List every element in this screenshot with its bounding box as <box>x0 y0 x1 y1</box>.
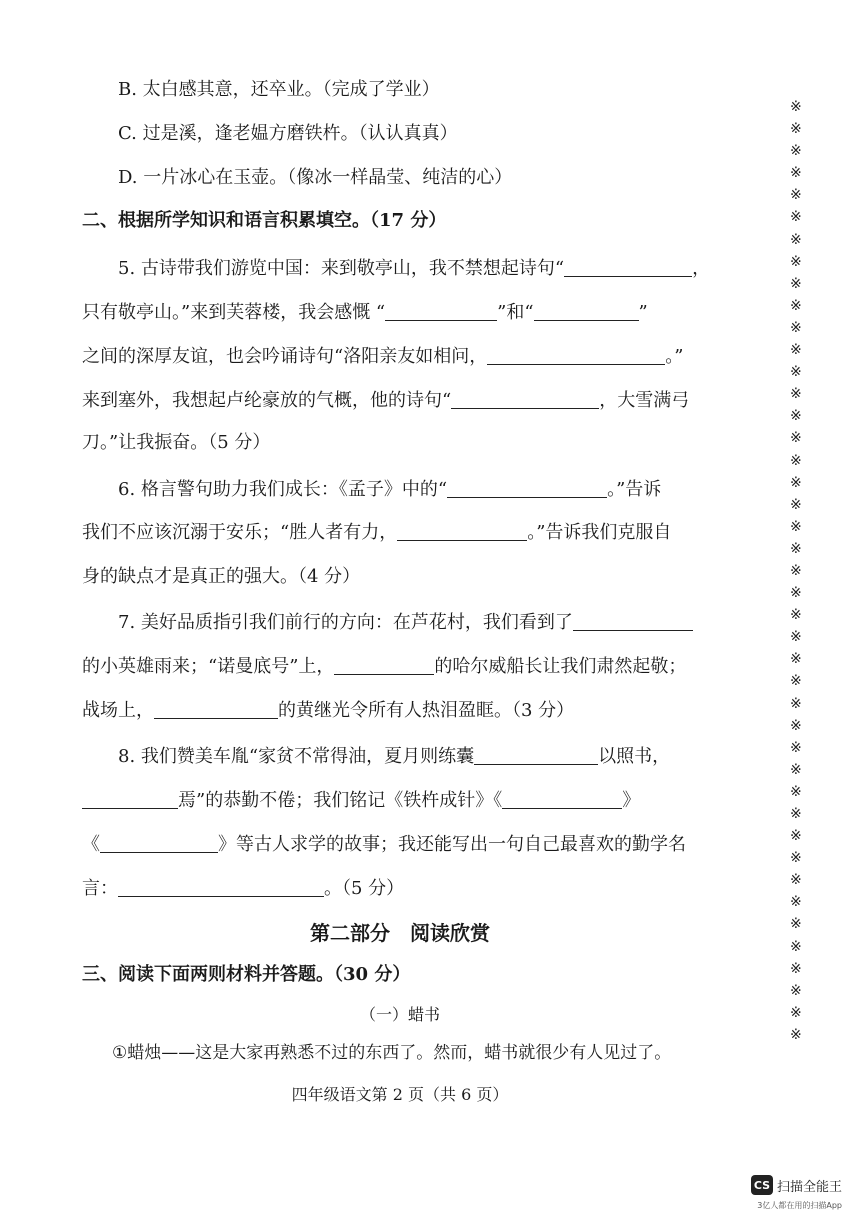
margin-mark: ※ <box>790 651 802 668</box>
margin-mark: ※ <box>790 894 802 911</box>
section-3-title: 三、阅读下面两则材料并答题。（30 分） <box>82 964 411 985</box>
q5-line-3: 之间的深厚友谊，也会吟诵诗句“洛阳亲友如相问， 。” <box>82 346 684 367</box>
margin-mark: ※ <box>790 1004 802 1021</box>
margin-mark: ※ <box>790 386 802 403</box>
answer-blank[interactable] <box>334 656 434 675</box>
answer-blank[interactable] <box>118 878 324 897</box>
margin-mark: ※ <box>790 187 802 204</box>
margin-mark: ※ <box>790 806 802 822</box>
q8-line-1: 8. 我们赞美车胤“家贫不常得油，夏月则练囊 以照书， <box>118 746 671 767</box>
answer-blank[interactable] <box>100 834 218 853</box>
margin-mark: ※ <box>790 916 802 933</box>
q6-line-3: 身的缺点才是真正的强大。（4 分） <box>82 566 361 587</box>
margin-mark: ※ <box>790 143 802 160</box>
margin-mark: ※ <box>790 850 802 867</box>
answer-blank[interactable] <box>564 258 692 277</box>
margin-mark: ※ <box>790 518 802 535</box>
answer-blank[interactable] <box>397 522 527 541</box>
margin-mark: ※ <box>790 982 802 999</box>
scanner-app-name: 扫描全能王 <box>776 1179 842 1195</box>
margin-mark: ※ <box>790 761 802 778</box>
margin-mark: ※ <box>790 828 802 845</box>
q7-line-1: 7. 美好品质指引我们前行的方向：在芦花村，我们看到了 <box>118 610 693 636</box>
margin-mark: ※ <box>790 253 802 270</box>
page-footer: 四年级语文第 2 页（共 6 页） <box>291 1085 509 1104</box>
answer-blank[interactable] <box>82 790 178 809</box>
q8-line-4: 言： 。（5 分） <box>82 878 405 899</box>
option-d: D. 一片冰心在玉壶。（像冰一样晶莹、纯洁的心） <box>118 167 513 188</box>
part-2-title: 第二部分 阅读欣赏 <box>310 921 490 945</box>
margin-mark: ※ <box>790 275 802 292</box>
margin-mark: ※ <box>790 739 802 756</box>
option-c: C. 过是溪，逢老媪方磨铁杵。（认认真真） <box>118 123 458 144</box>
q8-line-2: 焉”的恭勤不倦；我们铭记《铁杵成针》《 》 <box>82 788 640 814</box>
margin-mark: ※ <box>790 165 802 182</box>
margin-mark: ※ <box>790 408 802 425</box>
margin-mark: ※ <box>790 607 802 624</box>
margin-mark: ※ <box>790 673 802 690</box>
answer-blank[interactable] <box>534 302 639 321</box>
binding-margin-marks <box>790 96 810 1046</box>
camscanner-logo-icon: CS <box>751 1175 773 1195</box>
margin-mark: ※ <box>790 585 802 602</box>
margin-mark: ※ <box>790 1026 802 1043</box>
answer-blank[interactable] <box>385 302 497 321</box>
q5-line-4: 来到塞外，我想起卢纶豪放的气概，他的诗句“ ，大雪满弓 <box>82 390 690 411</box>
margin-mark: ※ <box>790 209 802 226</box>
margin-mark: ※ <box>790 783 802 800</box>
answer-blank[interactable] <box>573 612 693 631</box>
margin-mark: ※ <box>790 121 802 138</box>
q5-line-2: 只有敬亭山。”来到芙蓉楼，我会感慨 “ ”和“ ” <box>82 302 648 323</box>
margin-mark: ※ <box>790 695 802 712</box>
answer-blank[interactable] <box>154 700 278 719</box>
scanner-app-tagline: 3亿人都在用的扫描App <box>757 1201 842 1210</box>
margin-mark: ※ <box>790 938 802 955</box>
answer-blank[interactable] <box>487 346 665 365</box>
q5-line-1: 5. 古诗带我们游览中国：来到敬亭山，我不禁想起诗句“ ， <box>118 258 711 279</box>
q5-line-5: 刀。”让我振奋。（5 分） <box>82 432 271 453</box>
margin-mark: ※ <box>790 430 802 447</box>
reading-subtitle: （一）蜡书 <box>359 1005 440 1024</box>
margin-mark: ※ <box>790 342 802 359</box>
q7-line-2: 的小英雄雨来；“诺曼底号”上， 的哈尔威船长让我们肃然起敬； <box>82 656 687 677</box>
margin-mark: ※ <box>790 297 802 314</box>
answer-blank[interactable] <box>474 746 598 765</box>
margin-mark: ※ <box>790 364 802 381</box>
q6-line-1: 6. 格言警句助力我们成长：《孟子》中的“ 。”告诉 <box>118 479 662 500</box>
margin-mark: ※ <box>790 452 802 469</box>
margin-mark: ※ <box>790 496 802 513</box>
margin-mark: ※ <box>790 960 802 977</box>
margin-mark: ※ <box>790 562 802 579</box>
margin-mark: ※ <box>790 717 802 734</box>
answer-blank[interactable] <box>502 790 622 809</box>
margin-mark: ※ <box>790 474 802 491</box>
margin-mark: ※ <box>790 872 802 889</box>
scanner-watermark <box>751 1175 842 1195</box>
answer-blank[interactable] <box>447 479 607 498</box>
margin-mark: ※ <box>790 231 802 248</box>
margin-mark: ※ <box>790 629 802 646</box>
margin-mark: ※ <box>790 540 802 557</box>
section-2-title: 二、根据所学知识和语言积累填空。（17 分） <box>82 210 447 231</box>
q7-line-3: 战场上， 的黄继光令所有人热泪盈眶。（3 分） <box>82 700 575 721</box>
margin-mark: ※ <box>790 99 802 115</box>
margin-mark: ※ <box>790 319 802 336</box>
q8-line-3: 《 》等古人求学的故事；我还能写出一句自己最喜欢的勤学名 <box>82 834 686 855</box>
answer-blank[interactable] <box>451 390 599 409</box>
q6-line-2: 我们不应该沉溺于安乐；“胜人者有力， 。”告诉我们克服自 <box>82 522 672 543</box>
option-b: B. 太白感其意，还卒业。（完成了学业） <box>118 79 440 100</box>
reading-paragraph-1: ①蜡烛——这是大家再熟悉不过的东西了。然而，蜡书就很少有人见过了。 <box>112 1043 672 1063</box>
